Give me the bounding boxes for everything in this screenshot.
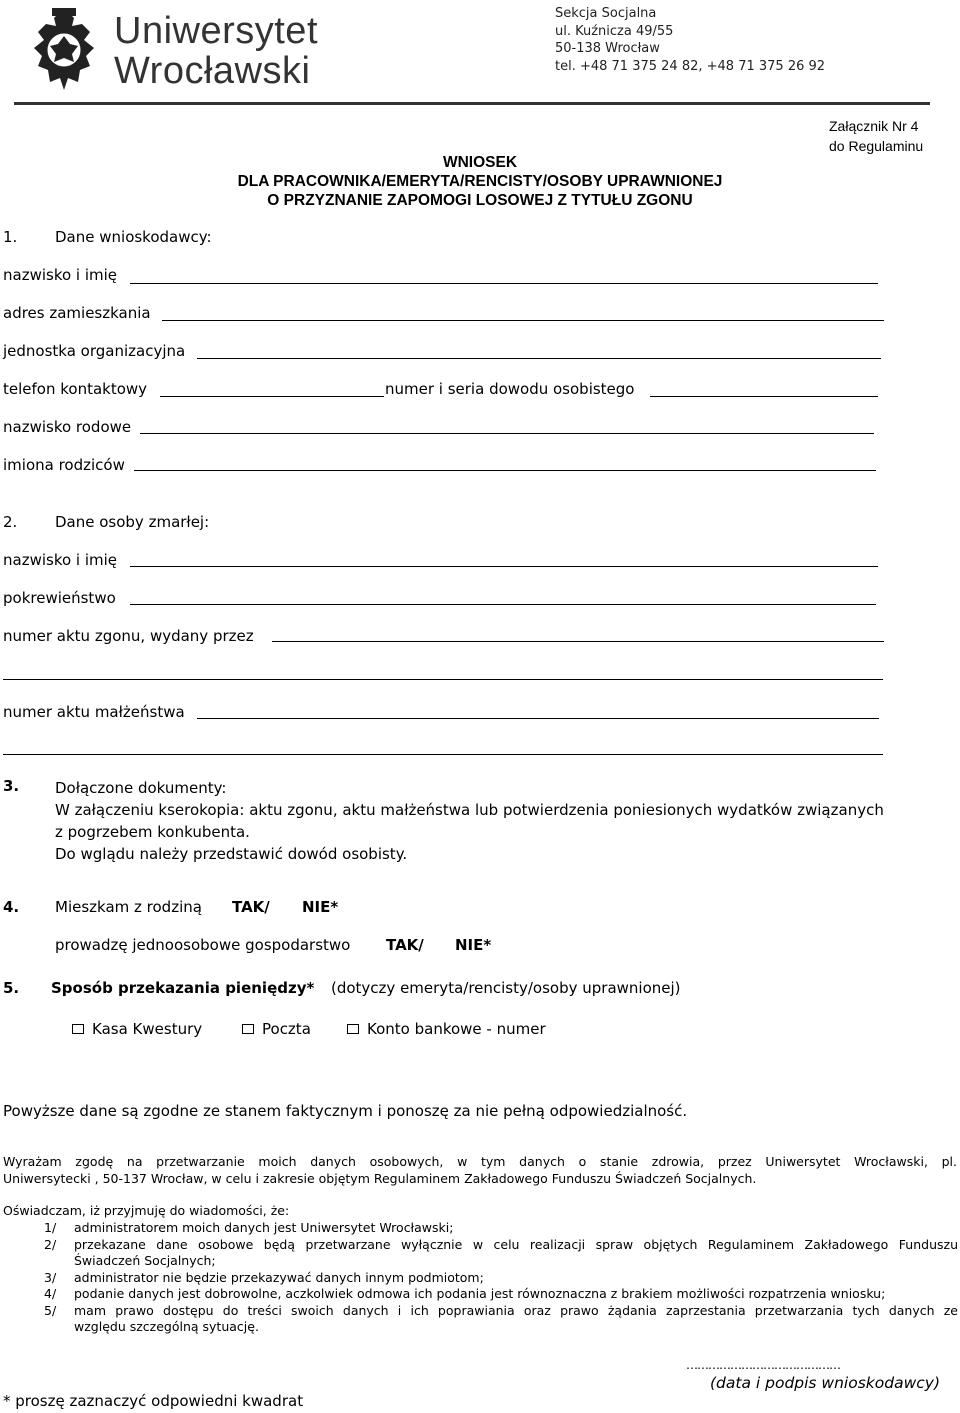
university-logo <box>22 4 318 96</box>
rodo-item-text-cont: Świadczeń Socjalnych; <box>74 1253 216 1268</box>
payment-option-cashier[interactable] <box>72 1020 202 1038</box>
rodo-item-text: administratorem moich danych jest Uniwersytet Wrocławski; <box>74 1220 454 1235</box>
section3-line2: W załączeniu kserokopia: aktu zgonu, aktu małżeństwa lub potwierdzenia poniesionych wydatków związanych <box>55 801 884 819</box>
rodo-item-2 <box>4 1237 958 1269</box>
applicant-address-field[interactable] <box>162 320 884 321</box>
applicant-maiden-name-field[interactable] <box>140 433 874 434</box>
header-divider <box>14 102 930 105</box>
section1-heading: Dane wnioskodawcy: <box>55 228 212 246</box>
section5-heading: Sposób przekazania pieniędzy* <box>51 979 315 997</box>
rodo-item-4 <box>4 1286 958 1302</box>
section3-line4: Do wglądu należy przedstawić dowód osobisty. <box>55 845 408 863</box>
lives-with-family-yes[interactable]: TAK/ <box>232 898 270 916</box>
logo-line2: Wrocławski <box>114 50 311 92</box>
deceased-relation-field[interactable] <box>130 604 876 605</box>
consent-line2: Uniwersytecki , 50-137 Wrocław, w celu i zakresie objętym Regulaminem Zakładowego Funduszu Świadczeń Socjalnych. <box>3 1171 757 1186</box>
rodo-intro: Oświadczam, iż przyjmuję do wiadomości, że: <box>3 1203 290 1218</box>
university-crest-icon <box>22 4 106 96</box>
applicant-unit-label: jednostka organizacyjna <box>3 342 186 360</box>
rodo-item-text-cont: względu szczególną sytuację. <box>74 1319 259 1334</box>
payment-option-label: Konto bankowe - numer <box>367 1020 546 1038</box>
deceased-name-label: nazwisko i imię <box>3 551 118 569</box>
rodo-item-number: 2/ <box>44 1237 57 1252</box>
section5-number: 5. <box>3 979 20 997</box>
rodo-item-number: 1/ <box>44 1220 57 1235</box>
rodo-item-3 <box>4 1270 958 1286</box>
rodo-item-text: mam prawo dostępu do treści swoich danych i ich poprawiania oraz prawo żądania zaprzestania przetwarzania tych danych ze <box>74 1303 958 1318</box>
contact-line1: Sekcja Socjalna <box>555 6 657 21</box>
applicant-phone-label: telefon kontaktowy <box>3 380 148 398</box>
contact-line2: ul. Kuźnicza 49/55 <box>555 23 674 39</box>
logo-line1: Uniwersytet <box>114 10 318 52</box>
applicant-address-label: adres zamieszkania <box>3 304 151 322</box>
applicant-maiden-name-label: nazwisko rodowe <box>3 418 132 436</box>
checkbox-icon[interactable] <box>347 1024 359 1034</box>
section5-note: (dotyczy emeryta/rencisty/osoby uprawnionej) <box>331 979 681 997</box>
death-cert-label: numer aktu zgonu, wydany przez <box>3 627 254 645</box>
contact-line4: tel. +48 71 375 24 82, +48 71 375 26 92 <box>555 58 826 74</box>
footnote: * proszę zaznaczyć odpowiedni kwadrat <box>3 1392 304 1410</box>
contact-block <box>555 5 825 75</box>
rodo-item-1 <box>4 1220 958 1236</box>
title-line1: WNIOSEK <box>442 154 518 171</box>
rodo-item-5 <box>4 1303 958 1335</box>
single-household-no[interactable]: NIE* <box>455 936 492 954</box>
applicant-name-label: nazwisko i imię <box>3 266 118 284</box>
attachment-line1: Załącznik Nr 4 <box>829 118 919 134</box>
checkbox-icon[interactable] <box>72 1024 84 1034</box>
applicant-id-label: numer i seria dowodu osobistego <box>385 380 635 398</box>
attachment-note <box>829 116 923 156</box>
title-line3: O PRZYZNANIE ZAPOMOGI LOSOWEJ Z TYTUŁU ZGONU <box>267 192 693 209</box>
section4-number: 4. <box>3 898 20 916</box>
applicant-parents-field[interactable] <box>134 470 876 471</box>
marriage-cert-field-continued[interactable] <box>3 754 883 755</box>
form-title <box>0 153 960 210</box>
single-household-yes[interactable]: TAK/ <box>386 936 424 954</box>
applicant-phone-field[interactable] <box>160 396 384 397</box>
single-household-label: prowadzę jednoosobowe gospodarstwo <box>55 936 351 954</box>
lives-with-family-no[interactable]: NIE* <box>302 898 339 916</box>
rodo-item-number: 3/ <box>44 1270 57 1285</box>
contact-line3: 50-138 Wrocław <box>555 41 660 56</box>
signature-label: (data i podpis wnioskodawcy) <box>710 1374 941 1392</box>
deceased-name-field[interactable] <box>130 566 878 567</box>
marriage-cert-field[interactable] <box>197 718 879 719</box>
section3-documents <box>55 777 884 865</box>
deceased-relation-label: pokrewieństwo <box>3 589 116 607</box>
section3-number: 3. <box>3 777 20 795</box>
applicant-id-field[interactable] <box>650 396 878 397</box>
lives-with-family-label: Mieszkam z rodziną <box>55 898 202 916</box>
payment-option-post[interactable] <box>242 1020 311 1038</box>
rodo-item-text: przekazane dane osobowe będą przetwarzane wyłącznie w celu realizacji spraw objętych Regulaminem Zakładowego Funduszu <box>74 1237 958 1252</box>
rodo-item-number: 4/ <box>44 1286 57 1301</box>
rodo-item-text: podanie danych jest dobrowolne, aczkolwiek odmowa ich podania jest równoznaczna z brakiem możliwości rozpatrzenia wniosku; <box>74 1286 886 1301</box>
death-cert-field[interactable] <box>272 641 884 642</box>
consent-text <box>3 1153 957 1187</box>
rodo-item-text: administrator nie będzie przekazywać danych innym podmiotom; <box>74 1270 484 1285</box>
section3-line1: Dołączone dokumenty: <box>55 779 227 797</box>
payment-option-label: Poczta <box>262 1020 311 1038</box>
declaration-text: Powyższe dane są zgodne ze stanem faktycznym i ponoszę za nie pełną odpowiedzialność. <box>3 1102 688 1120</box>
consent-line1: Wyrażam zgodę na przetwarzanie moich danych osobowych, w tym danych o stanie zdrowia, przez Uniwersytet Wrocławski, pl. <box>3 1154 957 1169</box>
section1-number: 1. <box>3 228 18 246</box>
section3-line3: z pogrzebem konkubenta. <box>55 823 250 841</box>
applicant-parents-label: imiona rodziców <box>3 456 125 474</box>
section2-heading: Dane osoby zmarłej: <box>55 513 210 531</box>
payment-option-bank[interactable] <box>347 1020 546 1038</box>
attachment-line2: do Regulaminu <box>829 138 924 154</box>
title-line2: DLA PRACOWNIKA/EMERYTA/RENCISTY/OSOBY UPRAWNIONEJ <box>237 173 723 190</box>
signature-dots[interactable]: …………………………………… <box>686 1358 840 1372</box>
applicant-unit-field[interactable] <box>197 358 881 359</box>
checkbox-icon[interactable] <box>242 1024 254 1034</box>
death-cert-field-continued[interactable] <box>3 679 883 680</box>
payment-option-label: Kasa Kwestury <box>92 1020 203 1038</box>
applicant-name-field[interactable] <box>130 283 878 284</box>
marriage-cert-label: numer aktu małżeństwa <box>3 703 185 721</box>
rodo-item-number: 5/ <box>44 1303 57 1318</box>
section2-number: 2. <box>3 513 18 531</box>
